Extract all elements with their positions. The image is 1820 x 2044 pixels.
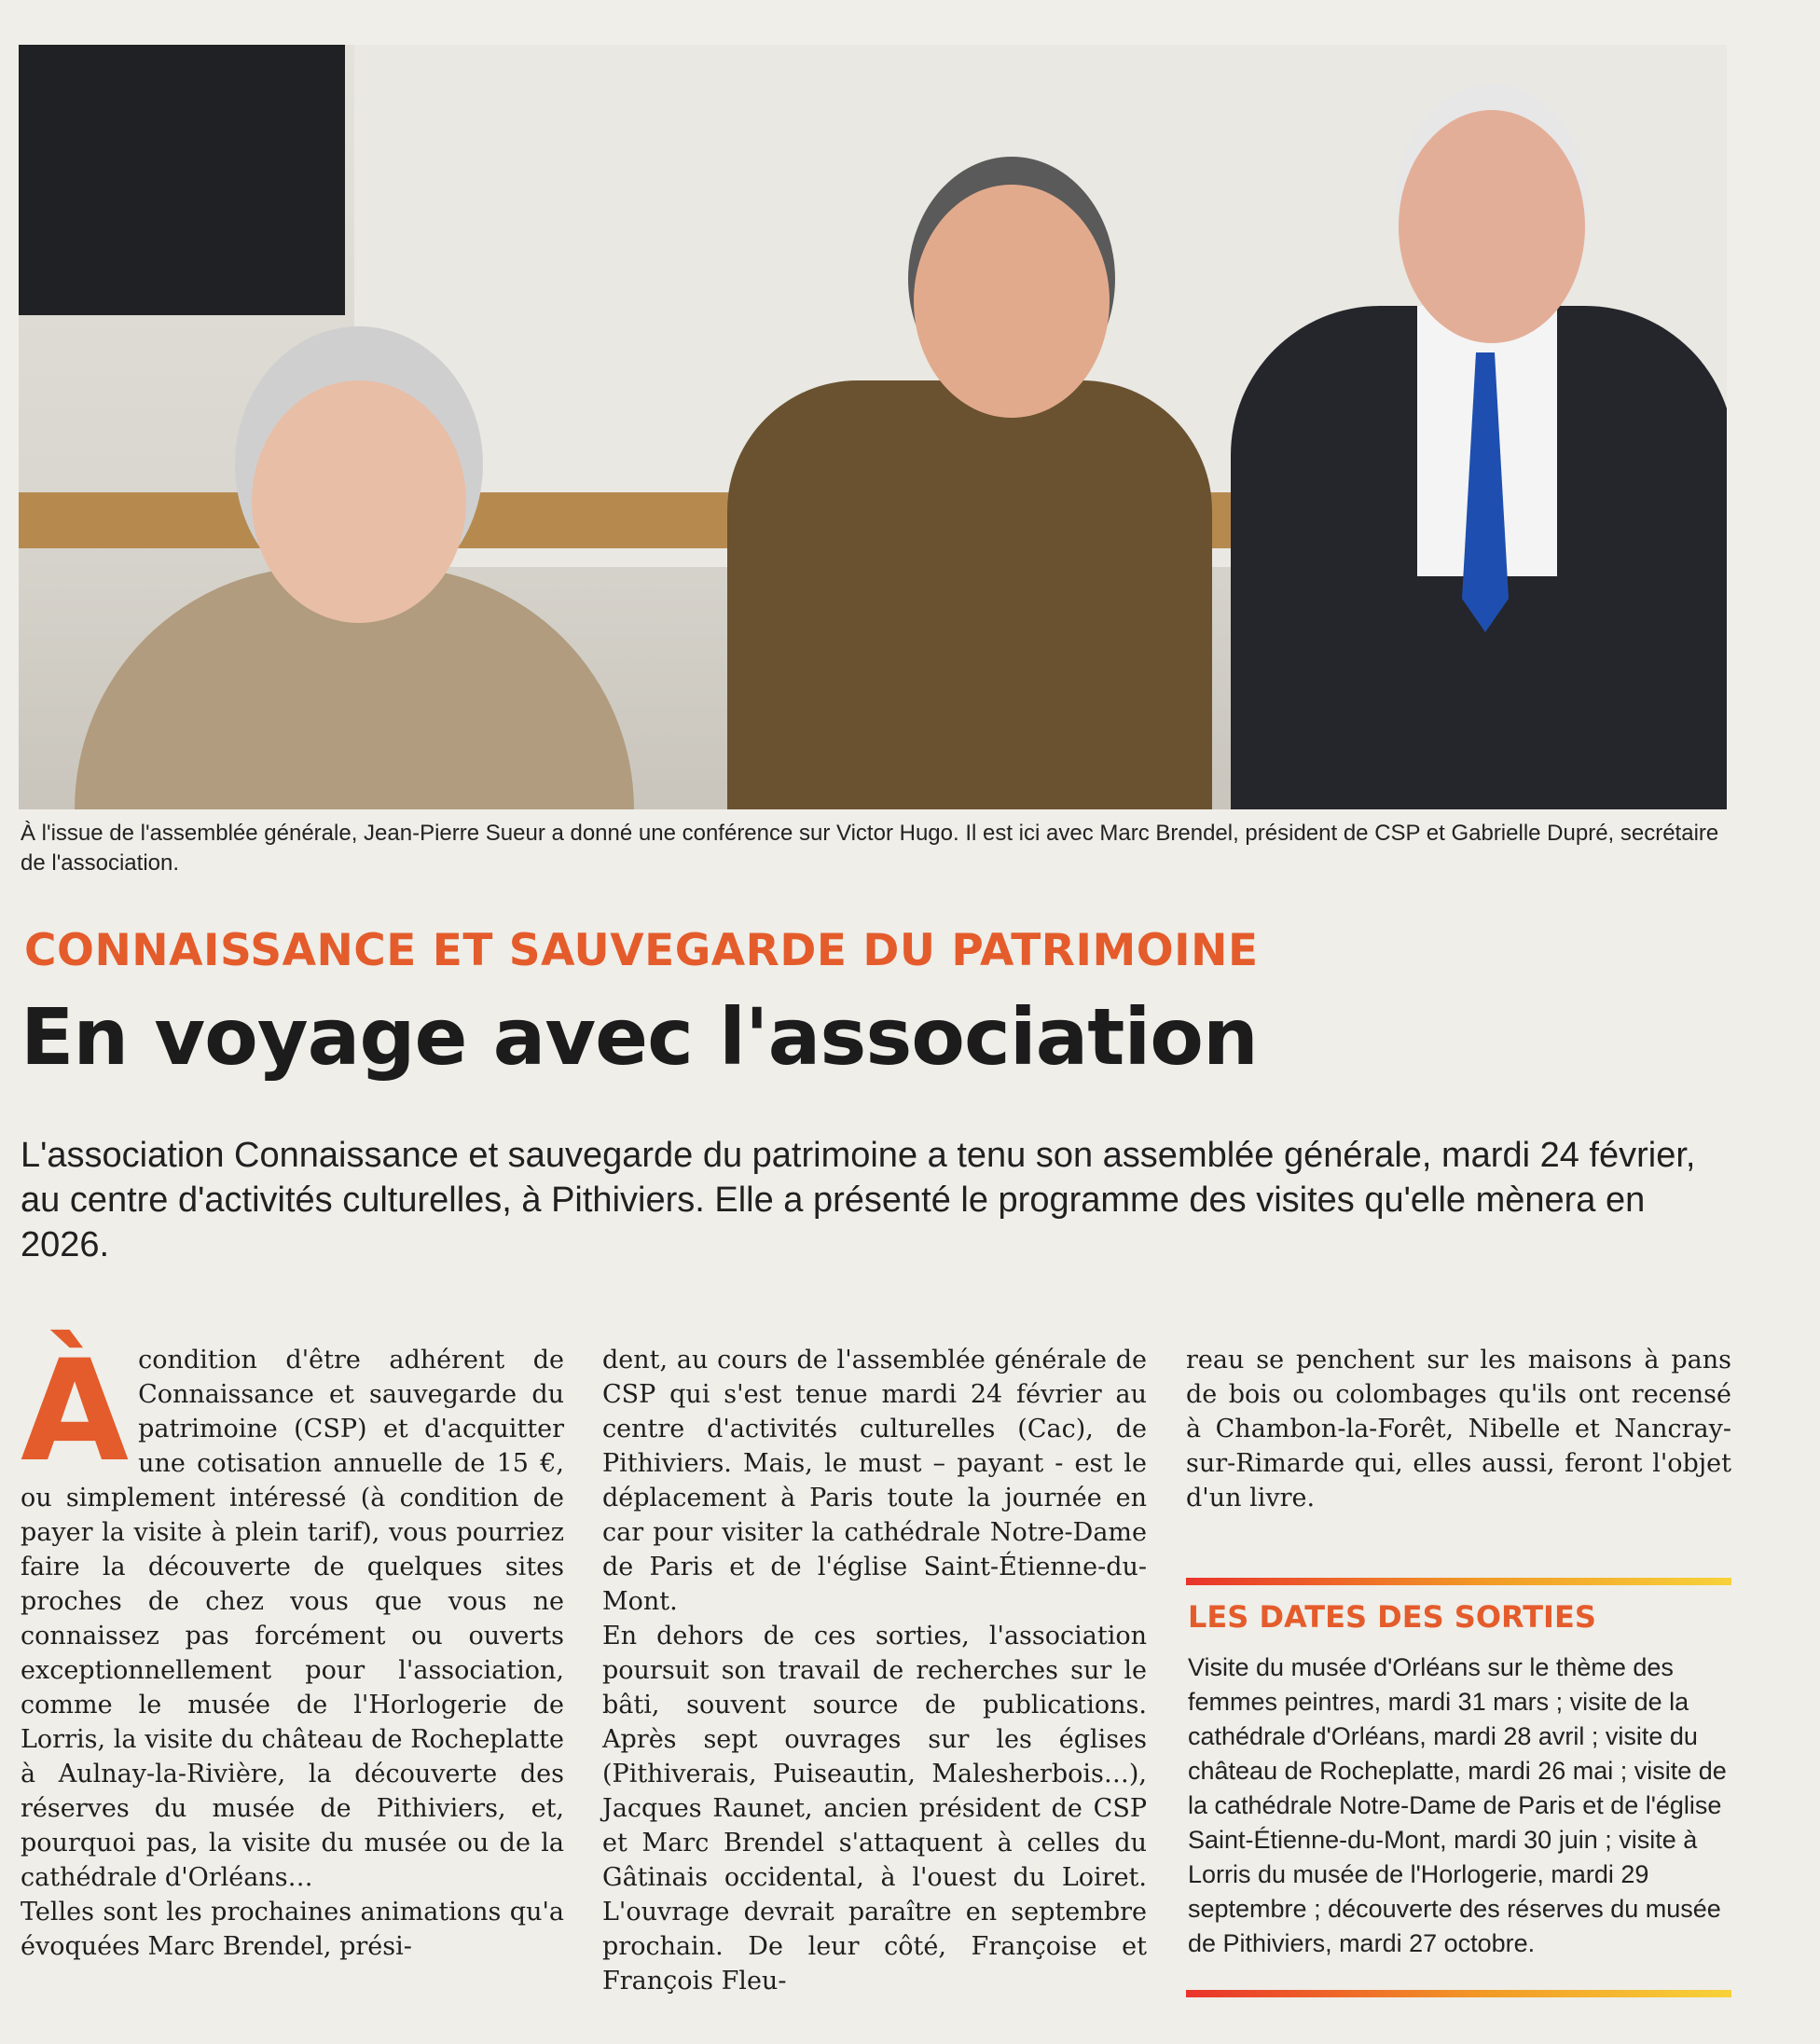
column-2 [602, 1343, 1147, 1998]
box-dates-text: Visite du musée d'Orléans sur le thème des femmes peintres, mardi 31 mars ; visite de la cathédrale d'Orléans, mardi 28 avril ; visite du château de Rocheplatte, mardi 26 mai ; visite de la cathédrale Notre-Dame de Paris et de l'église Saint-Étienne-du-Mont, mardi 30 juin ; visite à Lorris du musée de l'Horlogerie, mardi 29 septembre ; découverte des réserves du musée de Pithiviers, mardi 27 octobre. [1188, 1653, 1727, 1957]
section-kicker: CONNAISSANCE ET SAUVEGARDE DU PATRIMOINE [24, 925, 1259, 976]
article-lead: L'association Connaissance et sauvegarde du patrimoine a tenu son assemblée générale, mardi 24 février, au centre d'activités culturelles, à Pithiviers. Elle a présenté le programme des visites qu'elle mènera en 2026. [21, 1136, 1696, 1264]
bearded-man-figure [727, 380, 1212, 809]
paragraph: En dehors de ces sorties, l'association poursuit son travail de recherches sur le bâti, souvent source de publications. Après sept ouvrages sur les églises (Pithiverais, Puiseautin, Malesherbois…), Jacques Raunet, ancien président de CSP et Marc Brendel s'attaquent à celles du Gâtinais occidental, à l'ouest du Loiret. L'ouvrage devrait paraître en septembre prochain. De leur côté, Françoise et François Fleu- [602, 1622, 1147, 1996]
headline: En voyage avec l'association [21, 991, 1258, 1083]
paragraph: condition d'être adhérent de Connaissance et sauvegarde du patrimoine (CSP) et d'acquitter une cotisation annuelle de 15 €, ou simplement intéressé (à condition de payer la visite à plein tarif), vous pourriez faire la découverte de quelques sites proches de chez vous que vous ne connaissez pas forcément ou ouverts exceptionnellement pour l'association, comme le musée de l'Horlogerie de Lorris, la visite du château de Rocheplatte à Aulnay-la-Rivière, la découverte des réserves du musée de Pithiviers, et, pourquoi pas, la visite du musée ou de la cathédrale d'Orléans… [21, 1346, 564, 1892]
box-title: LES DATES DES SORTIES [1188, 1599, 1596, 1635]
paragraph: Telles sont les prochaines animations qu'a évoquées Marc Brendel, prési- [21, 1898, 564, 1961]
column-1 [21, 1331, 564, 1964]
paragraph: dent, au cours de l'assemblée générale de CSP qui s'est tenue mardi 24 février au centre d'activités culturelles (Cac), de Pithiviers. Mais, le must – payant - est le déplacement à Paris toute la journée en car pour visiter la cathédrale Notre-Dame de Paris et de l'église Saint-Étienne-du-Mont. [602, 1346, 1147, 1616]
photo-caption: À l'issue de l'assemblée générale, Jean-Pierre Sueur a donné une conférence sur Victor Hugo. Il est ici avec Marc Brendel, président de CSP et Gabrielle Dupré, secrétaire de l'association. [21, 821, 1719, 876]
bearded-man-head [914, 185, 1110, 418]
box-bottom-rule [1186, 1990, 1731, 1997]
woman-head [252, 380, 466, 623]
article-photo [19, 45, 1727, 809]
column-3 [1186, 1343, 1731, 1515]
box-top-rule [1186, 1578, 1731, 1585]
suited-man-head [1399, 110, 1585, 343]
paragraph: reau se penchent sur les maisons à pans de bois ou colombages qu'ils ont recensé à Chambon-la-Forêt, Nibelle et Nancray-sur-Rimarde qui, elles aussi, feront l'objet d'un livre. [1186, 1346, 1731, 1512]
dark-screen [19, 45, 345, 315]
drop-cap: À [21, 1331, 130, 1493]
